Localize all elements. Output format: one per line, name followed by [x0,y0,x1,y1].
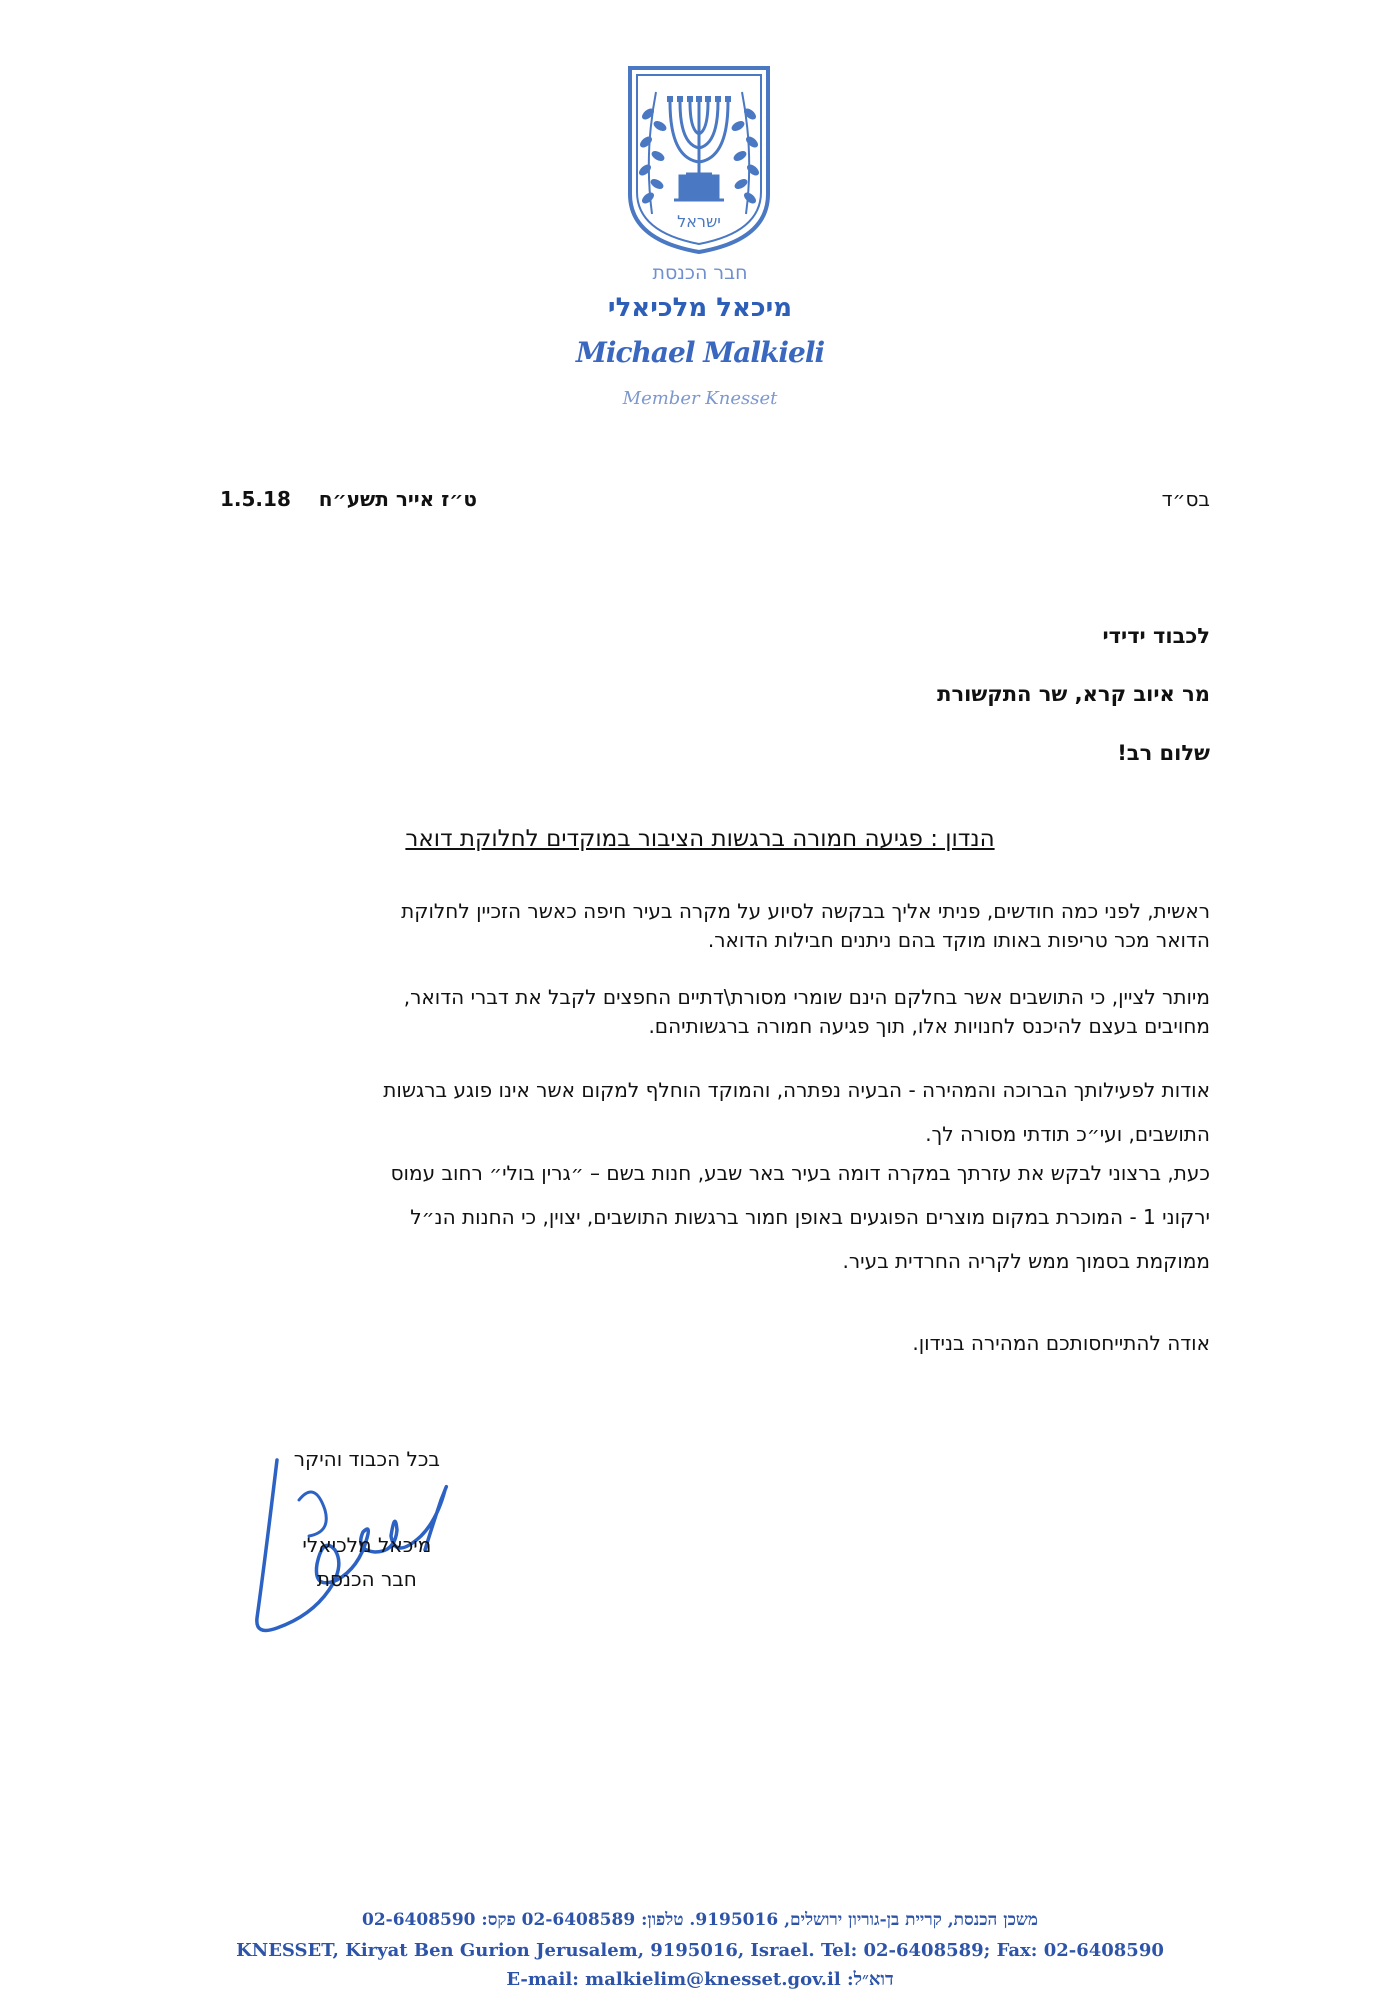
closing-line: בכל הכבוד והיקר [293,1447,440,1471]
body-paragraph-1 [190,897,1210,955]
footer-address-he: משכן הכנסת, קריית בן-גוריון ירושלים, 9195016. טלפון: 02-6408589 פקס: 02-6408590 [362,1910,1038,1930]
body-line: ראשית, לפני כמה חודשים, פניתי אליך בבקשה לסיוע על מקרה בעיר חיפה כאשר הזכיין לחלוקת [401,899,1210,923]
gregorian-date: 1.5.18 [220,487,291,511]
signer-name: מיכאל מלכיאלי [302,1533,432,1557]
addressee-line-1: לכבוד ידידי [1102,624,1210,648]
emblem-text: ישראל [677,212,721,231]
letterhead-name-he: מיכאל מלכיאלי [607,293,793,323]
letterhead-title-en: Member Knesset [622,388,778,409]
hebrew-date: ט״ז אייר תשע״ח [318,487,477,511]
subject-line: הנדון : פגיעה חמורה ברגשות הציבור במוקדים לחלוקת דואר [405,826,995,852]
body-paragraph-2 [190,983,1210,1041]
body-line: ממוקמת בסמוך ממש לקריה החרדית בעיר. [842,1249,1210,1273]
state-emblem-logo [624,64,774,256]
body-line: אודות לפעילותך הברוכה והמהירה - הבעיה נפתרה, והמוקד הוחלף למקום אשר אינו פוגע ברגשות [383,1078,1210,1102]
body-line: מיותר לציין, כי התושבים אשר בחלקם הינם שומרי מסורת\דתיים החפצים לקבל את דברי הדואר, [403,985,1210,1009]
signer-title: חבר הכנסת [316,1567,417,1591]
body-paragraph-4 [190,1151,1210,1283]
letterhead-title-he: חבר הכנסת [652,262,748,284]
closing-block [294,1442,440,1596]
addressee-line-2: מר איוב קרא, שר התקשורת [937,682,1210,706]
greeting: שלום רב! [1117,741,1210,765]
body-line: הדואר מכר טריפות באותו מוקד בהם ניתנים חבילות הדואר. [707,928,1210,952]
letterhead-name-en: Michael Malkieli [575,336,825,369]
footer-address-en: KNESSET, Kiryat Ben Gurion Jerusalem, 9195016, Israel. Tel: 02-6408589; Fax: 02-6408590 [236,1940,1164,1961]
body-line: אודה להתייחסותכם המהירה בנידון. [912,1331,1210,1355]
body-paragraph-3 [190,1068,1210,1156]
body-paragraph-5 [190,1329,1210,1358]
footer-email: E-mail: malkielim@knesset.gov.il :דוא״ל [506,1969,894,1990]
date-line [220,487,477,511]
body-line: כעת, ברצוני לבקש את עזרתך במקרה דומה בעיר באר שבע, חנות בשם – ״גרין בולי״ רחוב עמוס [390,1161,1210,1185]
body-line: מחויבים בעצם להיכנס לחנויות אלו, תוך פגיעה חמורה ברגשותיהם. [648,1014,1210,1038]
bsd-heading: בס״ד [1161,487,1210,511]
body-line: התושבים, ועי״כ תודתי מסורה לך. [925,1122,1210,1146]
body-line: ירקוני 1 - המוכרת במקום מוצרים הפוגעים באופן חמור ברגשות התושבים, יצוין, כי החנות הנ״ל [410,1205,1210,1229]
